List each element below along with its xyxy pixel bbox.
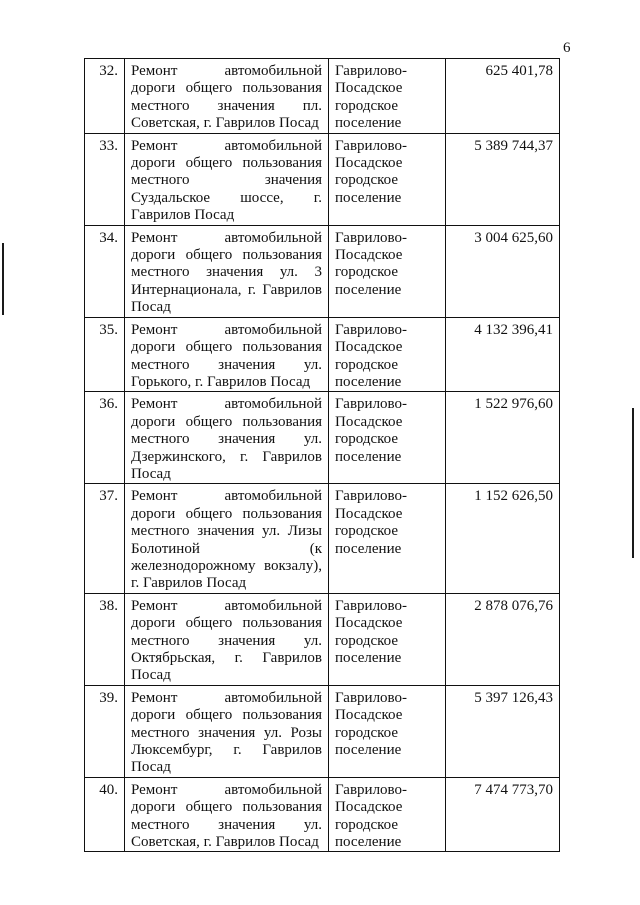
work-name-cell: Ремонт автомобильной дороги общего пользования местного значения пл. Советская, г. Гаврилов Посад xyxy=(125,59,329,134)
municipality-cell: Гаврилово-Посадское городское поселение xyxy=(329,593,446,685)
work-name-cell: Ремонт автомобильной дороги общего пользования местного значения ул. Лизы Болотиной (к железнодорожному вокзалу), г. Гаврилов Посад xyxy=(125,484,329,593)
table-row xyxy=(85,685,560,777)
municipality-cell: Гаврилово-Посадское городское поселение xyxy=(329,685,446,777)
row-number-cell: 32. xyxy=(85,59,125,134)
municipality-cell: Гаврилово-Посадское городское поселение xyxy=(329,59,446,134)
row-number-cell: 34. xyxy=(85,225,125,317)
works-table-body xyxy=(85,59,560,852)
amount-cell: 3 004 625,60 xyxy=(446,225,560,317)
row-number-cell: 35. xyxy=(85,317,125,392)
table-row xyxy=(85,317,560,392)
work-name-cell: Ремонт автомобильной дороги общего пользования местного значения ул. Горького, г. Гаврилов Посад xyxy=(125,317,329,392)
row-number-cell: 33. xyxy=(85,133,125,225)
works-table xyxy=(84,58,560,852)
table-row xyxy=(85,484,560,593)
row-number-cell: 36. xyxy=(85,392,125,484)
amount-cell: 2 878 076,76 xyxy=(446,593,560,685)
scan-edge-mark-right xyxy=(632,408,634,558)
work-name-cell: Ремонт автомобильной дороги общего пользования местного значения ул. Дзержинского, г. Гаврилов Посад xyxy=(125,392,329,484)
municipality-cell: Гаврилово-Посадское городское поселение xyxy=(329,392,446,484)
table-row xyxy=(85,59,560,134)
work-name-cell: Ремонт автомобильной дороги общего пользования местного значения ул. Советская, г. Гаврилов Посад xyxy=(125,777,329,852)
table-row xyxy=(85,133,560,225)
municipality-cell: Гаврилово-Посадское городское поселение xyxy=(329,484,446,593)
municipality-cell: Гаврилово-Посадское городское поселение xyxy=(329,133,446,225)
amount-cell: 1 522 976,60 xyxy=(446,392,560,484)
municipality-cell: Гаврилово-Посадское городское поселение xyxy=(329,317,446,392)
amount-cell: 1 152 626,50 xyxy=(446,484,560,593)
amount-cell: 4 132 396,41 xyxy=(446,317,560,392)
amount-cell: 5 389 744,37 xyxy=(446,133,560,225)
row-number-cell: 40. xyxy=(85,777,125,852)
row-number-cell: 37. xyxy=(85,484,125,593)
table-row xyxy=(85,225,560,317)
row-number-cell: 39. xyxy=(85,685,125,777)
page-number: 6 xyxy=(563,40,571,56)
row-number-cell: 38. xyxy=(85,593,125,685)
work-name-cell: Ремонт автомобильной дороги общего пользования местного значения ул. Октябрьская, г. Гаврилов Посад xyxy=(125,593,329,685)
municipality-cell: Гаврилово-Посадское городское поселение xyxy=(329,777,446,852)
table-row xyxy=(85,777,560,852)
amount-cell: 7 474 773,70 xyxy=(446,777,560,852)
amount-cell: 625 401,78 xyxy=(446,59,560,134)
table-row xyxy=(85,392,560,484)
municipality-cell: Гаврилово-Посадское городское поселение xyxy=(329,225,446,317)
work-name-cell: Ремонт автомобильной дороги общего пользования местного значения Суздальское шоссе, г. Гаврилов Посад xyxy=(125,133,329,225)
scan-edge-mark-left xyxy=(2,243,4,315)
amount-cell: 5 397 126,43 xyxy=(446,685,560,777)
work-name-cell: Ремонт автомобильной дороги общего пользования местного значения ул. Розы Люксембург, г. Гаврилов Посад xyxy=(125,685,329,777)
table-row xyxy=(85,593,560,685)
work-name-cell: Ремонт автомобильной дороги общего пользования местного значения ул. 3 Интернационала, г. Гаврилов Посад xyxy=(125,225,329,317)
